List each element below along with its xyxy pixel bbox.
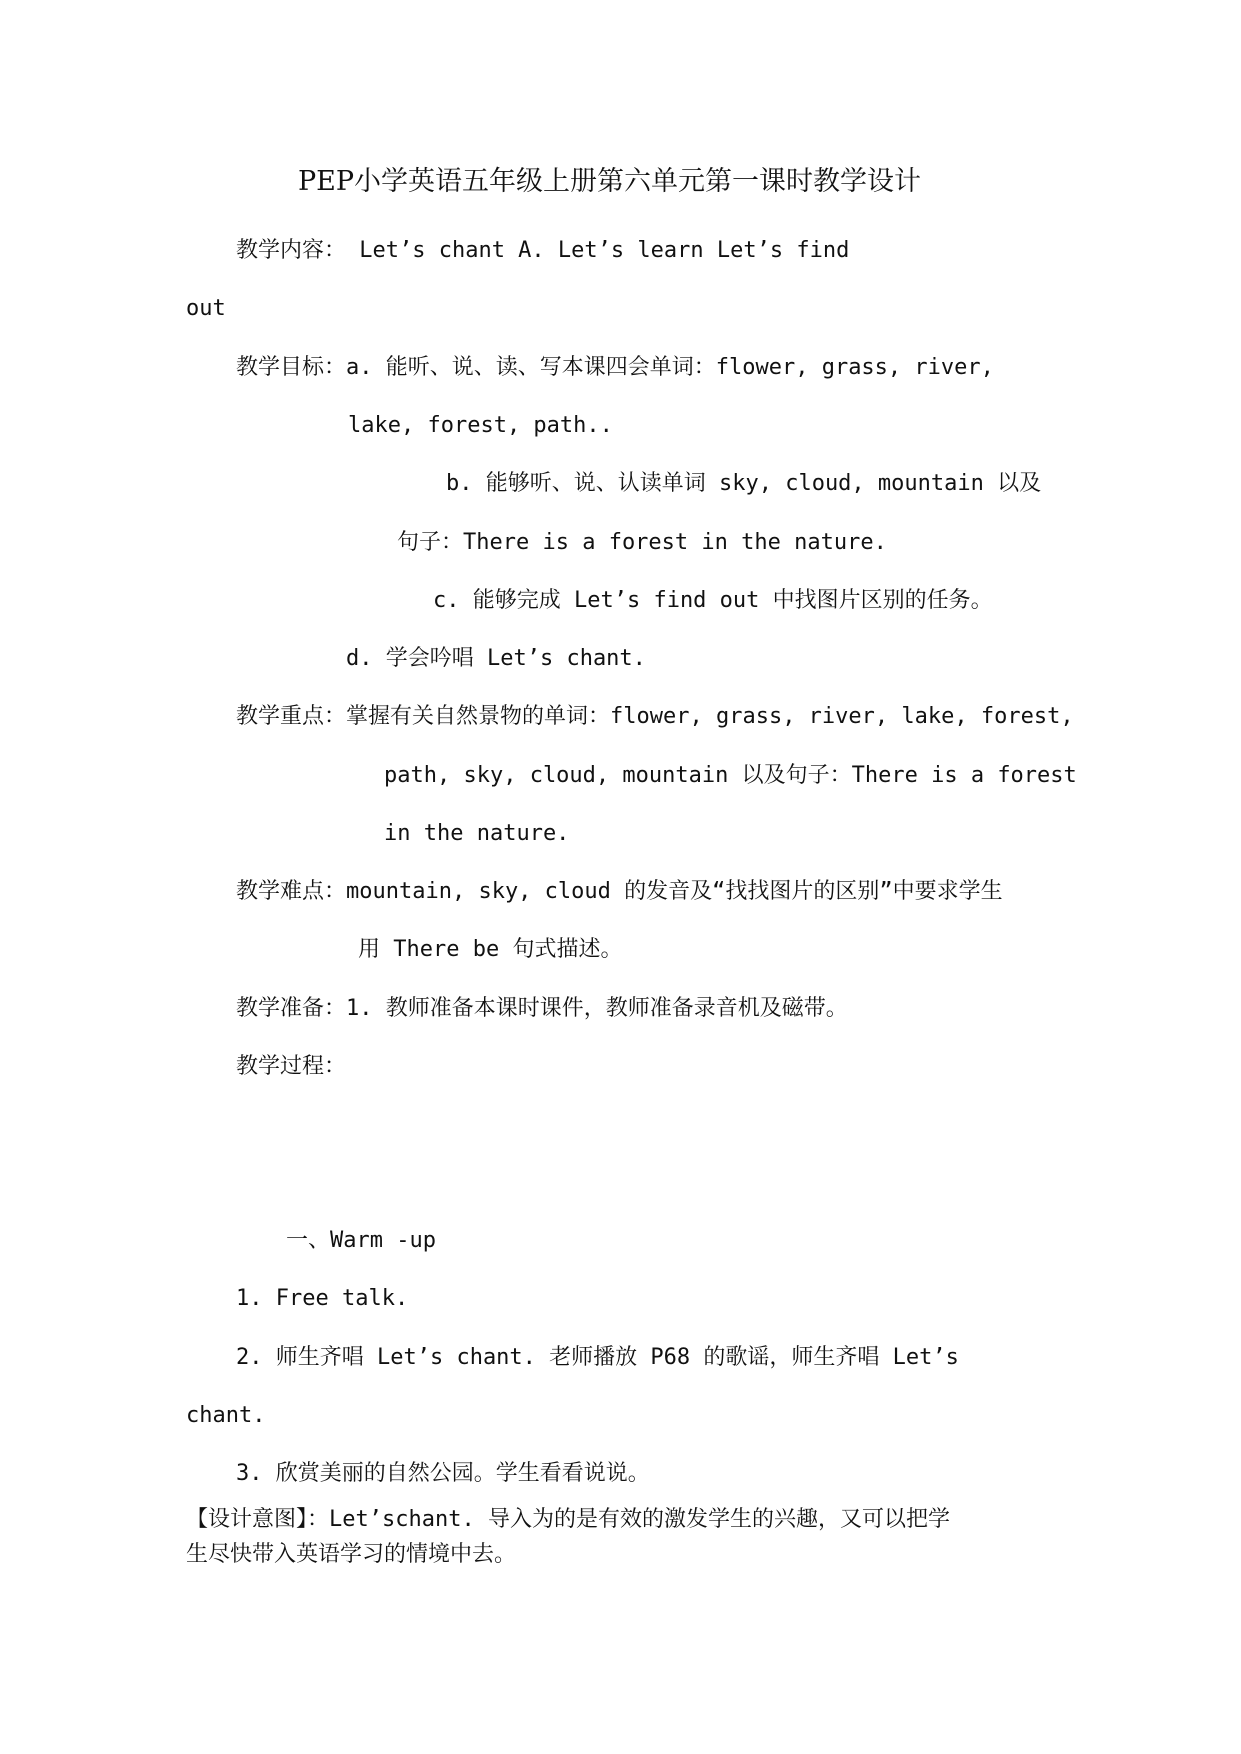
goal-a-line-2: lake, forest, path.. (348, 413, 613, 438)
difficulties-line-1: 教学难点：mountain, sky, cloud 的发音及“找找图片的区别”中要求学生 (236, 879, 1003, 904)
key-points-line-1: 教学重点：掌握有关自然景物的单词：flower, grass, river, lake, forest, (236, 704, 1074, 729)
key-points-line-2: path, sky, cloud, mountain 以及句子：There is a forest (384, 763, 1077, 788)
difficulties-line-2: 用 There be 句式描述。 (358, 937, 623, 962)
goal-a-line-1: 教学目标：a. 能听、说、读、写本课四会单词：flower, grass, river, (236, 355, 994, 380)
step-1: 1. Free talk. (236, 1286, 409, 1311)
goal-d: d. 学会吟唱 Let’s chant. (346, 646, 646, 671)
step-2-line-2: chant. (186, 1403, 266, 1428)
design-intent-line-2: 生尽快带入英语学习的情境中去。 (186, 1542, 517, 1567)
step-3: 3. 欣赏美丽的自然公园。学生看看说说。 (236, 1461, 650, 1486)
process-heading: 教学过程： (236, 1054, 347, 1079)
key-points-line-3: in the nature. (384, 821, 570, 846)
teaching-content-line-2: out (186, 296, 226, 321)
goal-b-line-2: 句子：There is a forest in the nature. (397, 530, 887, 555)
goal-b-line-1: b. 能够听、说、认读单词 sky, cloud, mountain 以及 (446, 471, 1042, 496)
step-2-line-1: 2. 师生齐唱 Let’s chant. 老师播放 P68 的歌谣，师生齐唱 Let’s (236, 1345, 959, 1370)
design-intent-line-1: 【设计意图】：Let’schant. 导入为的是有效的激发学生的兴趣，又可以把学 (186, 1507, 950, 1532)
warm-up-heading: 一、Warm -up (286, 1228, 436, 1253)
document-title: PEP小学英语五年级上册第六单元第一课时教学设计 (298, 166, 922, 197)
goal-c: c. 能够完成 Let’s find out 中找图片区别的任务。 (433, 588, 993, 613)
preparation: 教学准备：1. 教师准备本课时课件，教师准备录音机及磁带。 (236, 996, 848, 1021)
teaching-content-line-1: 教学内容： Let’s chant A. Let’s learn Let’s find (236, 238, 850, 263)
